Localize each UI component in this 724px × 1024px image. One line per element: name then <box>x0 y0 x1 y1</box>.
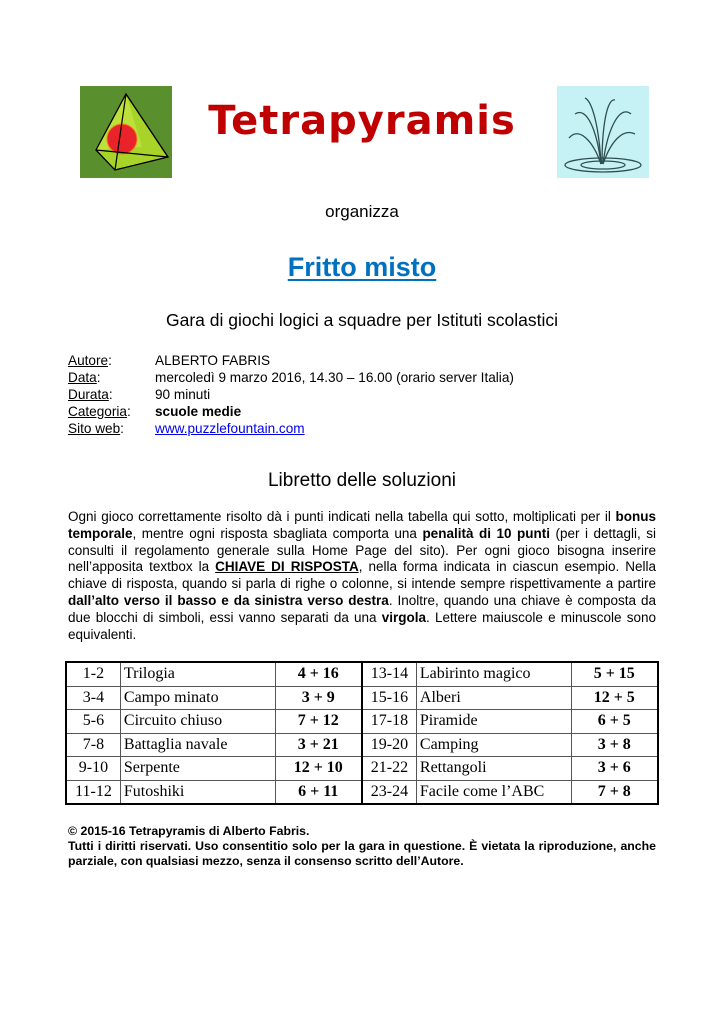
game-number: 15-16 <box>362 686 416 710</box>
game-name: Rettangoli <box>416 757 571 781</box>
table-row <box>66 780 658 804</box>
game-name: Campo minato <box>120 686 275 710</box>
game-points: 7 + 8 <box>571 780 658 804</box>
table-row <box>66 662 658 686</box>
date-label: Data <box>68 370 97 385</box>
penalty-emphasis: penalità di 10 punti <box>422 525 550 541</box>
date-value: mercoledì 9 marzo 2016, 14.30 – 16.00 (orario server Italia) <box>155 370 514 385</box>
game-number: 23-24 <box>362 780 416 804</box>
game-name: Serpente <box>120 757 275 781</box>
info-row-author: Autore: ALBERTO FABRIS <box>68 353 271 368</box>
comma-emphasis: virgola <box>381 609 427 625</box>
game-points: 4 + 16 <box>275 662 362 686</box>
game-points: 6 + 5 <box>571 710 658 734</box>
game-name: Trilogia <box>120 662 275 686</box>
game-number: 7-8 <box>66 733 120 757</box>
answer-key-emphasis: CHIAVE DI RISPOSTA <box>215 559 359 575</box>
game-name: Circuito chiuso <box>120 710 275 734</box>
game-number: 13-14 <box>362 662 416 686</box>
website-link[interactable]: www.puzzlefountain.com <box>155 421 305 436</box>
organizza-label: organizza <box>325 202 399 221</box>
game-points: 3 + 21 <box>275 733 362 757</box>
table-row <box>66 710 658 734</box>
rules-paragraph: Ogni gioco correttamente risolto dà i punti indicati nella tabella qui sotto, moltiplicati per il bonus temporale, mentre ogni risposta sbagliata comporta una penalità di 10 punti (per i dettagli, si consulti il regolamento generale sulla Home Page del sito). Per ogni gioco bisogna inserire nell’apposita textbox la CHIAVE DI RISPOSTA, nella forma indicata in ciascun esempio. Nella chiave di risposta, quando si parla di righe o colonne, si intende sempre rispettivamente a partire dall’alto verso il basso e da sinistra verso destra. Inoltre, quando una chiave è composta da due blocchi di simboli, essi vanno separati da una virgola. Lettere maiuscole e minuscole sono equivalenti. <box>68 509 657 642</box>
table-row <box>66 757 658 781</box>
game-points: 5 + 15 <box>571 662 658 686</box>
game-number: 17-18 <box>362 710 416 734</box>
brand-title: Tetrapyramis <box>208 98 516 144</box>
category-label: Categoria <box>68 404 127 419</box>
game-points: 7 + 12 <box>275 710 362 734</box>
game-points: 3 + 8 <box>571 733 658 757</box>
game-name: Piramide <box>416 710 571 734</box>
game-number: 5-6 <box>66 710 120 734</box>
website-label: Sito web <box>68 421 121 436</box>
game-name: Facile come l’ABC <box>416 780 571 804</box>
duration-label: Durata <box>68 387 109 402</box>
info-row-category: Categoria: scuole medie <box>68 404 242 419</box>
bonus-emphasis: bonus temporale <box>68 509 656 541</box>
rights-notice: Tutti i diritti riservati. Uso consentitio solo per la gara in questione. È vietata la riproduzione, anche parziale, con qualsiasi mezzo, senza il consenso scritto dell’Autore. <box>68 839 656 868</box>
game-number: 21-22 <box>362 757 416 781</box>
table-row <box>66 686 658 710</box>
game-number: 3-4 <box>66 686 120 710</box>
author-label: Autore <box>68 353 109 368</box>
info-row-website: Sito web: www.puzzlefountain.com <box>68 421 305 436</box>
game-name: Camping <box>416 733 571 757</box>
table-row <box>66 733 658 757</box>
game-name: Labirinto magico <box>416 662 571 686</box>
game-points: 6 + 11 <box>275 780 362 804</box>
game-number: 19-20 <box>362 733 416 757</box>
game-points: 12 + 5 <box>571 686 658 710</box>
game-name: Futoshiki <box>120 780 275 804</box>
duration-value: 90 minuti <box>155 387 211 402</box>
author-value: ALBERTO FABRIS <box>155 353 271 368</box>
game-points: 3 + 9 <box>275 686 362 710</box>
game-name: Alberi <box>416 686 571 710</box>
section-title: Libretto delle soluzioni <box>267 470 456 491</box>
copyright-footer <box>68 824 656 869</box>
game-number: 11-12 <box>66 780 120 804</box>
category-value: scuole medie <box>155 404 242 419</box>
info-row-date: Data: mercoledì 9 marzo 2016, 14.30 – 16.00 (orario server Italia) <box>68 370 514 385</box>
scores-table <box>65 661 659 805</box>
game-number: 9-10 <box>66 757 120 781</box>
event-title: Fritto misto <box>287 252 437 282</box>
game-points: 3 + 6 <box>571 757 658 781</box>
game-name: Battaglia navale <box>120 733 275 757</box>
game-number: 1-2 <box>66 662 120 686</box>
event-info <box>68 352 514 437</box>
game-points: 12 + 10 <box>275 757 362 781</box>
direction-emphasis: dall’alto verso il basso e da sinistra verso destra <box>68 592 389 608</box>
info-row-duration: Durata: 90 minuti <box>68 387 211 402</box>
event-subtitle: Gara di giochi logici a squadre per Istituti scolastici <box>166 310 558 330</box>
copyright-line: © 2015-16 Tetrapyramis di Alberto Fabris. <box>68 824 310 838</box>
